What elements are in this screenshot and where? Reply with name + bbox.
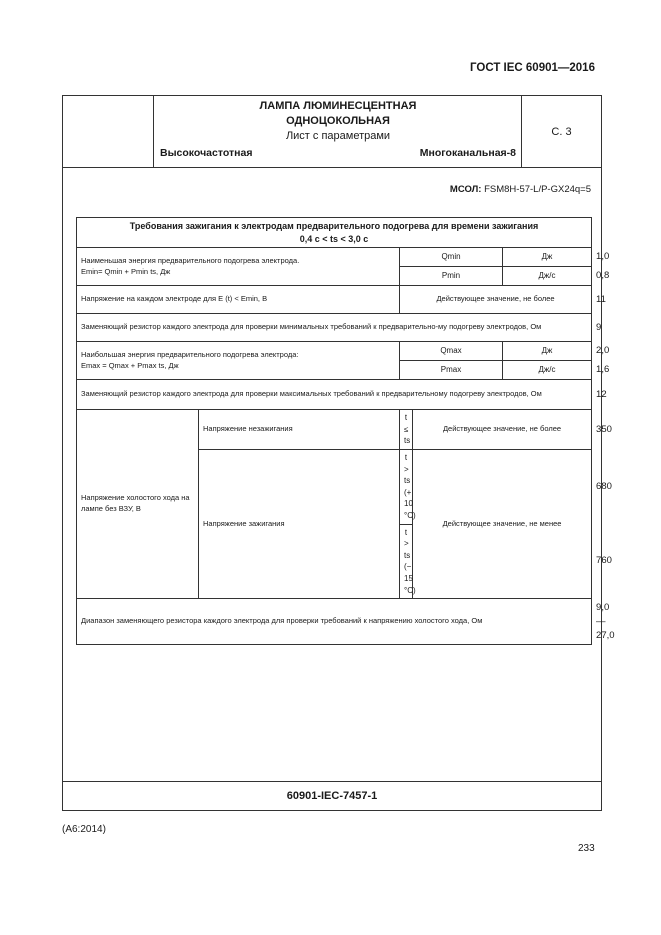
header-left-cell bbox=[63, 96, 154, 167]
ignition-requirements-table bbox=[76, 217, 615, 645]
table-row: Напряжение на каждом электроде для E (t) < Emin, В Действующее значение, не более 11 bbox=[77, 286, 592, 314]
pmax-unit: Дж/с bbox=[503, 361, 592, 380]
ignition-condition-minus15: t > ts (− 15 °C) bbox=[400, 524, 413, 599]
table-row: Диапазон заменяющего резистора каждого электрода для проверки требований к напряжению холостого хода, Ом 9,0—27,0 bbox=[77, 599, 592, 645]
min-resistor-label: Заменяющий резистор каждого электрода для проверки минимальных требований к предварительно-му подогреву электродов, Ом bbox=[77, 314, 592, 342]
non-ignition-type: Действующее значение, не более bbox=[413, 410, 592, 450]
page-label: С. 3 bbox=[521, 96, 601, 167]
ignition-voltage-label: Напряжение зажигания bbox=[199, 449, 400, 598]
min-energy-label: Наименьшая энергия предварительного подогрева электрода. Emin= Qmin + Pmin ts, Дж bbox=[77, 248, 400, 286]
lamp-type-right: Многоканальная-8 bbox=[419, 147, 516, 159]
table-row: Напряжение холостого хода на лампе без ВЗУ, В Напряжение незажигания t ≤ ts Действующее значение, не более 350 bbox=[77, 410, 592, 450]
table-row: t > ts (− 15 °C) 760 bbox=[77, 524, 592, 599]
qmin-unit: Дж bbox=[503, 248, 592, 267]
mcol-value: FSM8H-57-L/P-GX24q=5 bbox=[484, 184, 591, 195]
max-resistor-label: Заменяющий резистор каждого электрода для проверки максимальных требований к предварительному подогреву электродов, Ом bbox=[77, 380, 592, 410]
page-number: 233 bbox=[578, 843, 595, 854]
table-row: Заменяющий резистор каждого электрода для проверки минимальных требований к предварительно-му подогреву электродов, Ом 9 bbox=[77, 314, 592, 342]
non-ignition-voltage-label: Напряжение незажигания bbox=[199, 410, 400, 450]
title-line-2: ОДНОЦОКОЛЬНАЯ bbox=[286, 115, 390, 127]
table-row: Pmin Дж/с 0,8 bbox=[77, 267, 592, 286]
mcol-label: МСОЛ: bbox=[449, 184, 482, 195]
max-energy-label: Наибольшая энергия предварительного подогрева электрода: Emax = Qmax + Pmax ts, Дж bbox=[77, 342, 400, 380]
open-circuit-voltage-label: Напряжение холостого хода на лампе без ВЗУ, В bbox=[77, 410, 199, 599]
qmax-unit: Дж bbox=[503, 342, 592, 361]
parameter-sheet-frame bbox=[62, 95, 615, 811]
pmax-symbol: Pmax bbox=[400, 361, 503, 380]
electrode-voltage-condition: Действующее значение, не более bbox=[400, 286, 592, 314]
title-line-1: ЛАМПА ЛЮМИНЕСЦЕНТНАЯ bbox=[259, 100, 417, 112]
sheet-header bbox=[63, 96, 601, 168]
resistor-range-label: Диапазон заменяющего резистора каждого электрода для проверки требований к напряжению холостого хода, Ом bbox=[77, 599, 592, 645]
table-row: Pmax Дж/с 1,6 bbox=[77, 361, 592, 380]
title-line-3: Лист с параметрами bbox=[285, 130, 391, 142]
amendment-note: (A6:2014) bbox=[62, 824, 106, 835]
lamp-type-left: Высокочастотная bbox=[160, 147, 253, 159]
qmax-symbol: Qmax bbox=[400, 342, 503, 361]
table-row: Заменяющий резистор каждого электрода для проверки максимальных требований к предварительному подогреву электродов, Ом 12 bbox=[77, 380, 592, 410]
table-row: Напряжение зажигания t > ts (+ 10 °C) Действующее значение, не менее 680 bbox=[77, 449, 592, 524]
mcol-designation bbox=[450, 184, 591, 195]
standard-number: ГОСТ IEC 60901—2016 bbox=[470, 62, 595, 74]
header-title-block bbox=[154, 96, 522, 167]
table-row: Наибольшая энергия предварительного подогрева электрода: Emax = Qmax + Pmax ts, Дж Qmax Дж 2,0 bbox=[77, 342, 592, 361]
sheet-code: 60901-IEC-7457-1 bbox=[63, 781, 601, 810]
ignition-type: Действующее значение, не менее bbox=[413, 449, 592, 598]
pmin-unit: Дж/с bbox=[503, 267, 592, 286]
non-ignition-condition: t ≤ ts bbox=[400, 410, 413, 450]
qmin-symbol: Qmin bbox=[400, 248, 503, 267]
table-heading-row bbox=[77, 218, 592, 248]
table-row: Наименьшая энергия предварительного подогрева электрода. Emin= Qmin + Pmin ts, Дж Qmin Дж 1,0 bbox=[77, 248, 592, 267]
ignition-condition-plus10: t > ts (+ 10 °C) bbox=[400, 449, 413, 524]
pmin-symbol: Pmin bbox=[400, 267, 503, 286]
electrode-voltage-label: Напряжение на каждом электроде для E (t) < Emin, В bbox=[77, 286, 400, 314]
table-heading: Требования зажигания к электродам предварительного подогрева для времени зажигания 0,4 с < ts < 3,0 с bbox=[77, 218, 592, 248]
